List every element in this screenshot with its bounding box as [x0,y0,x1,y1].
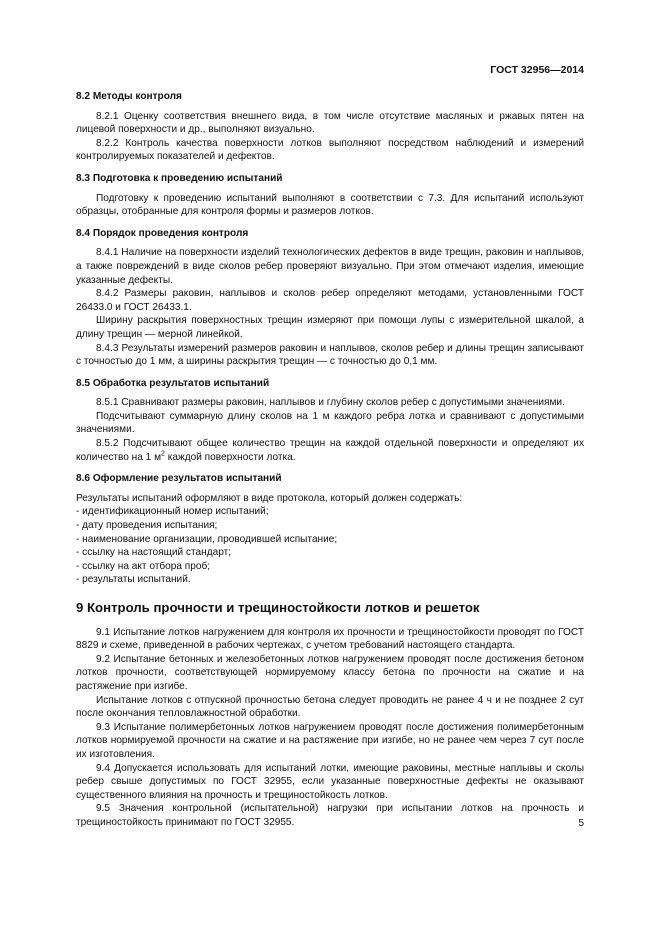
list-item: - результаты испытаний. [76,574,191,586]
paragraph-8-4-1: 8.4.1 Наличие на поверхности изделий технологических дефектов в виде трещин, раковин и наплывов, а также повреждений в виде сколов ребер проверяют визуально. При этом отмечают изделия, имеющие указанные дефекты. [76,247,584,286]
protocol-requirements-list [76,505,584,587]
list-item: - идентификационный номер испытаний; [76,506,269,518]
chapter-heading-9: 9 Контроль прочности и трещиностойкости лотков и решеток [76,600,480,615]
paragraph-8-4-2-crack-width: Ширину раскрытия поверхностных трещин измеряют при помощи лупы с измерительной шкалой, а длину трещин — мерной линейкой. [76,315,584,340]
list-item: - ссылку на настоящий стандарт; [76,547,232,559]
document-code-header: ГОСТ 32956—2014 [490,64,584,76]
list-item: - ссылку на акт отбора проб; [76,560,211,572]
paragraph-9-2: 9.2 Испытание бетонных и железобетонных лотков нагружением проводят после достижения бетоном лотков прочности, соответствующей нормируемому классу бетона по прочности на сжатие и на растяжение при изгибе. [76,653,584,692]
paragraph-8-5-2 [76,437,584,464]
paragraph-8-4-2: 8.4.2 Размеры раковин, наплывов и сколов ребер определяют методами, установленными ГОСТ 26433.0 и ГОСТ 26433.1. [76,288,584,313]
paragraph-9-2-release-strength: Испытание лотков с отпускной прочностью бетона следует проводить не ранее 4 ч и не позднее 2 сут после окончания тепловлажностной обработки. [76,694,584,720]
paragraph-8-5-1: 8.5.1 Сравнивают размеры раковин, наплывов и глубину сколов ребер с допустимыми значениями. [96,397,565,409]
paragraph-9-4: 9.4 Допускается использовать для испытаний лотки, имеющие раковины, местные наплывы и сколы ребер свыше допустимых по ГОСТ 32955, если указанные поверхностные дефекты не оказывают существенного влияния на прочность и трещиностойкость лотков. [76,762,584,801]
paragraph-8-5-2-text: 8.5.2 Подсчитывают общее количество трещин на каждой отдельной поверхности и определяют их количество на 1 м [76,438,584,463]
list-item: - дату проведения испытания; [76,520,218,532]
paragraph-8-6-intro: Результаты испытаний оформляют в виде протокола, который должен содержать: [76,492,463,504]
paragraph-8-4-3: 8.4.3 Результаты измерений размеров раковин и наплывов, сколов ребер и длины трещин записывают с точностью до 1 мм, а ширины раскрытия трещин — с точностью до 0,1 мм. [76,342,584,368]
section-heading-8-2: 8.2 Методы контроля [76,91,182,102]
page-number: 5 [578,818,584,829]
section-heading-8-6: 8.6 Оформление результатов испытаний [76,473,282,485]
superscript-square: 2 [161,450,165,458]
paragraph-8-5-2-tail: каждой поверхности лотка. [164,451,296,463]
paragraph-9-5: 9.5 Значения контрольной (испытательной) нагрузки при испытании лотков на прочность и трещиностойкость принимают по ГОСТ 32955. [76,803,584,828]
paragraph-8-5-1-chips: Подсчитывают суммарную длину сколов на 1 м каждого ребра лотка и сравнивают с допустимыми значениями. [76,410,584,436]
paragraph-8-3: Подготовку к проведению испытаний выполняют в соответствии с 7.3. Для испытаний используют образцы, отобранные для контроля формы и размеров лотков. [76,192,584,218]
paragraph-9-1: 9.1 Испытание лотков нагружением для контроля их прочности и трещиностойкости проводят по ГОСТ 8829 и схеме, приведенной в рабочих чертежах, с учетом требований настоящего стандарта. [76,626,584,652]
paragraph-8-2-1: 8.2.1 Оценку соответствия внешнего вида, в том числе отсутствие масляных и ржавых пятен на лицевой поверхности и др., выполняют визуально. [76,110,584,136]
section-heading-8-3: 8.3 Подготовка к проведению испытаний [76,172,283,184]
list-item: - наименование организации, проводившей испытание; [76,533,338,545]
page-body [76,90,584,830]
paragraph-8-2-2: 8.2.2 Контроль качества поверхности лотков выполняют посредством наблюдений и измерений контролируемых показателей и дефектов. [76,137,584,163]
section-heading-8-4: 8.4 Порядок проведения контроля [76,227,249,239]
section-heading-8-5: 8.5 Обработка результатов испытаний [76,377,270,389]
paragraph-9-3: 9.3 Испытание полимербетонных лотков нагружением проводят после достижения полимербетонным лотков нормируемой прочности на сжатие и на растяжение при изгибе, но не ранее чем через 7 сут после их изготовления. [76,721,584,760]
